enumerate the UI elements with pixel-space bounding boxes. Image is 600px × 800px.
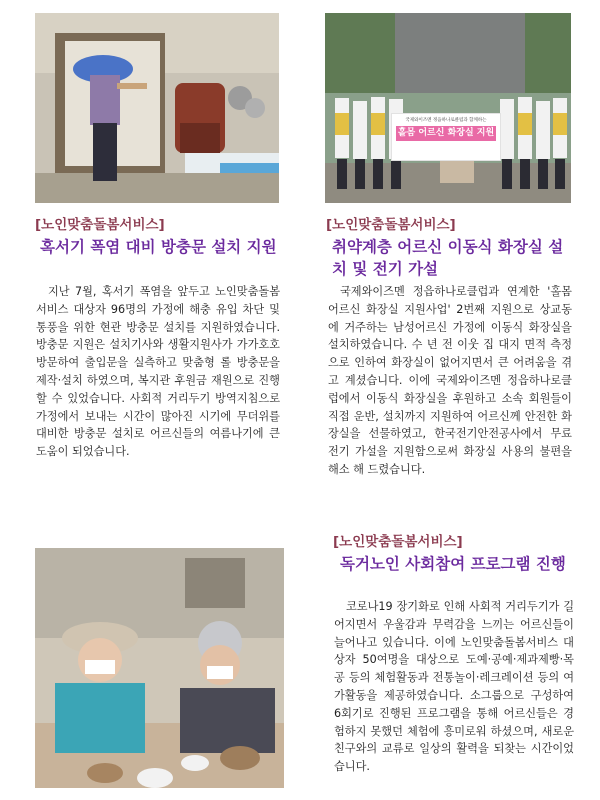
article2-paragraph: 국제와이즈멘 정읍하나로클럽과 연계한 '홀몸 어르신 화장실 지원사업' 2번째 지원으로 상교동에 거주하는 남성어르신 가정에 이동식 화장실을 설치하였습니다. 수 년 전 이웃 집 대지 면적 측정으로 인하여 화장실이 없어지면서 큰 어려움을 겪고 계셨습니다. 이에 국제와이즈멘 정읍하나로클럽에서 이동식 화장실을 후원하고 소속 회원들이 직접 운반, 설치까지 지원하여 어르신께 안전한 화장실을 선물하였고, 한국전기안전공사에서 무료 전기 가설을 지원함으로써 화장실 사용의 불편을 해소 해 드렸습니다.: [328, 285, 572, 476]
banner-subtitle: 국제와이즈멘 정읍하나로클럽과 함께하는: [405, 118, 487, 123]
article1-body: [36, 283, 280, 461]
article1-title: 혹서기 폭염 대비 방충문 설치 지원: [40, 238, 277, 256]
article3-body: [334, 598, 574, 776]
banner-title: 홀몸 어르신 화장실 지원: [396, 126, 496, 141]
photo-group-banner: [325, 13, 571, 203]
article3-paragraph: 코로나19 장기화로 인해 사회적 거리두기가 길어지면서 우울감과 무력감을 느끼는 어르신들이 늘어나고 있습니다. 이에 노인맞춤돌봄서비스 대상자 50여명을 대상으로 도예·공예·제과제빵·목공 등의 체험활동과 전통놀이·레크레이션 등의 여가활동을 제공하였습니다. 소그룹으로 구성하여 6회기로 진행된 프로그램을 통해 어르신들은 경험하지 못했던 체험에 흥미로워 하셨으며, 새로운 친구와의 교류로 일상의 활력을 되찾는 시간이었습니다.: [334, 600, 574, 774]
article3-title: 독거노인 사회참여 프로그램 진행: [340, 555, 566, 573]
article2-title: 취약계층 어르신 이동식 화장실 설치 및 전기 가설: [332, 238, 564, 278]
article1-paragraph: 지난 7월, 혹서기 폭염을 앞두고 노인맞춤돌봄서비스 대상자 96명의 가정에 해충 유입 차단 및 통풍을 위한 현관 방충문 설치를 지원하였습니다. 방충문 지원은 설치기사와 생활지원사가 가가호호 방문하여 출입문을 실측하고 맞춤형 롤 방충문을 제작·설치 하였으며, 복지관 후원금 재원으로 진행 할 수 있었습니다. 사회적 거리두기 방역지침으로 가정에서 보내는 시간이 많아진 시기에 무더위를 대비한 방충문 설치로 어르신들의 여름나기에 큰 도움이 되었습니다.: [36, 285, 280, 459]
article3-tag: [노인맞춤돌봄서비스]: [333, 534, 463, 550]
photo-pottery-activity: [35, 548, 284, 788]
article2-body: [328, 283, 572, 479]
photo-screen-door-installation: [35, 13, 279, 203]
banner: [391, 113, 501, 161]
article2-tag: [노인맞춤돌봄서비스]: [326, 217, 456, 233]
article1-tag: [노인맞춤돌봄서비스]: [35, 217, 165, 233]
